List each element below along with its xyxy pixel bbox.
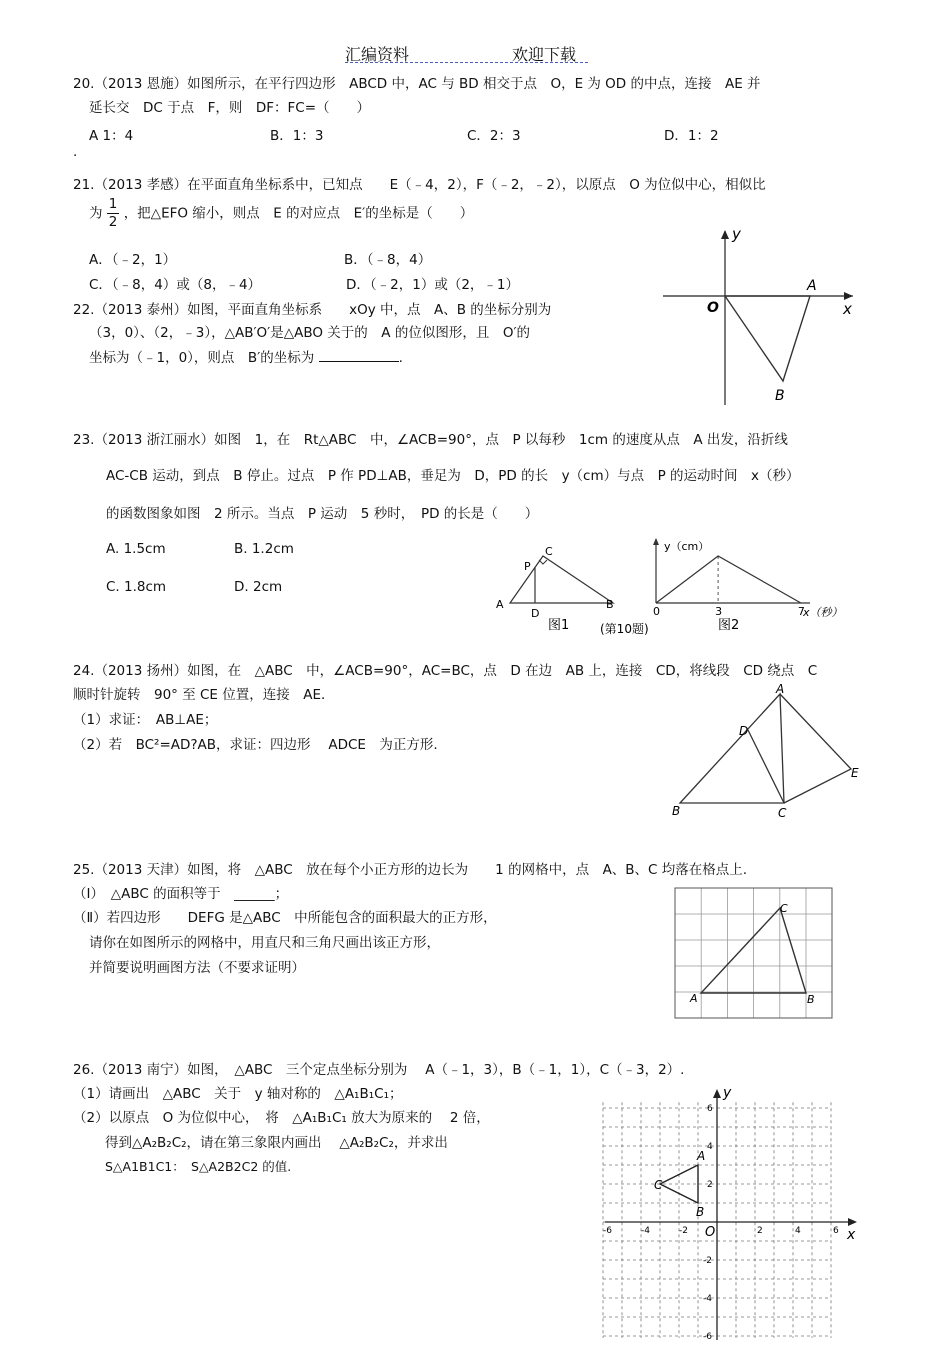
q24-line3: （1）求证： AB⊥AE； (73, 712, 218, 728)
q26-coordinate-figure (597, 1085, 862, 1343)
q23-chart-y-arrow-icon (653, 538, 659, 545)
q26-ytick-m4: -4 (703, 1294, 712, 1304)
q23-line3: 的函数图象如图 2 所示。当点 P 运动 5 秒时， PD 的长是（ ） (106, 506, 539, 522)
q21-option-c: C．（﹣8，4）或（8，﹣4） (89, 277, 262, 293)
q22-figure (655, 225, 865, 410)
q20-option-c: C．2：3 (467, 128, 521, 144)
q24-line4: （2）若 BC²=AD?AB，求证：四边形 ADCE 为正方形. (73, 737, 438, 753)
q25-line1: 25.（2013 天津）如图，将 △ABC 放在每个小正方形的边长为 1 的网格中，点 A、B、C 均落在格点上. (73, 862, 748, 878)
q23-fig2-caption: 图2 (718, 618, 740, 633)
q25-label-c: C (780, 902, 788, 915)
q26-line2: （1）请画出 △ABC 关于 y 轴对称的 △A₁B₁C₁； (73, 1086, 403, 1102)
q23-chart-series-line (656, 556, 801, 603)
q25-line3: （Ⅱ）若四边形 DEFG 是△ABC 中所能包含的面积最大的正方形， (73, 910, 497, 926)
q23-chart-tick-0: 0 (653, 605, 660, 618)
q24-label-d: D (739, 724, 749, 738)
q24-label-c: C (778, 806, 787, 820)
q21-option-d: D．（﹣2，1）或（2，﹣1） (346, 277, 520, 293)
q22-point-b: B (775, 388, 785, 404)
q26-line3: （2）以原点 O 为位似中心， 将 △A₁B₁C₁ 放大为原来的 2 倍， (73, 1110, 490, 1126)
q26-xtick-2: 2 (757, 1226, 763, 1236)
q26-y-arrow-icon (713, 1089, 721, 1098)
q23-figure1 (490, 540, 649, 640)
q20-dot: . (73, 144, 78, 160)
q25-line4: 请你在如图所示的网格中，用直尺和三角尺画出该正方形， (89, 935, 440, 951)
q22-x-label: x (843, 300, 852, 318)
q21-frac-num: 1 (108, 196, 118, 212)
q23-option-d: D. 2cm (234, 579, 283, 595)
q20-option-a: A 1：4 (89, 128, 134, 144)
q23-chart-xlabel: x（秒） (803, 606, 843, 619)
q22-y-label: y (732, 225, 741, 243)
q20-line1: 20.（2013 恩施）如图所示，在平行四边形 ABCD 中，AC 与 BD 相交于点 O，E 为 OD 的中点，连接 AE 并 (73, 76, 761, 92)
q23-right-angle-mark (539, 560, 547, 564)
q23-chart-tick-7: 7 (797, 605, 805, 618)
q25-line2: （Ⅰ） △ABC 的面积等于 ______； (73, 886, 289, 902)
q24-segments-ae-ce (780, 694, 851, 803)
q23-figure2-chart (640, 535, 860, 645)
q26-line1: 26.（2013 南宁）如图， △ABC 三个定点坐标分别为 A（﹣1，3），B（﹣1，1），C（﹣3，2）. (73, 1062, 685, 1078)
q24-segment-cd (748, 730, 784, 803)
q23-figure-caption: (第10题) (600, 622, 649, 636)
q22-origin-label: O (707, 300, 719, 316)
q26-xtick-6: 6 (833, 1226, 839, 1236)
q26-ytick-m2: -2 (703, 1256, 712, 1266)
q23-line2: AC-CB 运动，到点 B 停止。过点 P 作 PD⊥AB，垂足为 D，PD 的长 y（cm）与点 P 的运动时间 x（秒） (106, 468, 800, 484)
q26-xtick-m2: -2 (679, 1226, 688, 1236)
q26-y-label: y (723, 1085, 732, 1101)
q23-option-b: B. 1.2cm (234, 541, 294, 557)
q21-ratio-fraction (107, 196, 120, 231)
q26-point-b: B (696, 1205, 705, 1219)
q22-line2: （3，0）、（2，﹣3），△AB′O′是△ABO 关于的 A 的位似图形，且 O′的 (89, 325, 531, 341)
q21-line1: 21.（2013 孝感）在平面直角坐标系中，已知点 E（﹣4，2），F（﹣2，﹣2），以原点 O 为位似中心，相似比 (73, 177, 766, 193)
q23-label-a: A (496, 598, 504, 611)
q26-ytick-6: 6 (707, 1104, 713, 1114)
q21-frac-den: 2 (108, 214, 118, 230)
q24-triangle-abc (680, 694, 784, 803)
q26-line5: S△A1B1C1： S△A2B2C2 的值. (105, 1159, 292, 1174)
q23-option-c: C. 1.8cm (106, 579, 167, 595)
q26-point-a: A (697, 1149, 706, 1163)
q26-xtick-m4: -4 (641, 1226, 650, 1236)
q26-point-c: C (654, 1178, 663, 1192)
q24-label-e: E (851, 766, 859, 780)
q24-line2: 顺时针旋转 90° 至 CE 位置，连接 AE． (73, 687, 335, 703)
q22-point-a: A (807, 278, 817, 294)
q25-label-a: A (690, 992, 698, 1005)
q21-option-a: A．（﹣2，1） (89, 252, 177, 268)
q24-line1: 24.（2013 扬州）如图，在 △ABC 中，∠ACB=90°，AC=BC，点 D 在边 AB 上，连接 CD，将线段 CD 绕点 C (73, 663, 818, 679)
q22-x-arrow-icon (844, 292, 853, 300)
header-right: 欢迎下载 (512, 45, 577, 64)
header-divider (345, 62, 588, 63)
q23-label-b: B (606, 598, 614, 611)
q23-label-p: P (524, 560, 531, 573)
q20-option-d: D．1：2 (664, 128, 719, 144)
q25-label-b: B (807, 993, 815, 1006)
header-left: 汇编资料 (345, 45, 410, 64)
q26-line4: 得到△A₂B₂C₂，请在第三象限内画出 △A₂B₂C₂，并求出 (105, 1135, 448, 1151)
q26-ytick-m6: -6 (703, 1332, 712, 1342)
q23-label-c: C (545, 545, 553, 558)
q21-line2-post: ，把△EFO 缩小，则点 E 的对应点 E′的坐标是（ ） (123, 205, 474, 222)
q22-line3 (89, 346, 403, 366)
q20-option-b: B．1：3 (270, 128, 324, 144)
q23-chart-ylabel: y（cm） (664, 540, 710, 553)
q24-label-a: A (776, 682, 785, 696)
q22-triangle-abo (725, 296, 810, 381)
q26-origin-label: O (705, 1225, 716, 1240)
q25-line5: 并简要说明画图方法（不要求证明） (89, 960, 305, 976)
q26-x-label: x (847, 1227, 856, 1243)
q21-line2-pre: 为 (89, 205, 103, 222)
q22-answer-blank (319, 349, 399, 362)
q26-ytick-2: 2 (707, 1180, 713, 1190)
q26-xtick-4: 4 (795, 1226, 801, 1236)
q23-line1: 23.（2013 浙江丽水）如图 1，在 Rt△ABC 中，∠ACB=90°，点 P 以每秒 1cm 的速度从点 A 出发，沿折线 (73, 432, 788, 448)
q23-fig1-caption: 图1 (548, 618, 570, 633)
q24-figure (668, 682, 868, 825)
q23-label-d: D (531, 607, 540, 620)
q22-line3-post: . (398, 350, 403, 366)
q25-grid-figure (672, 885, 837, 1020)
q22-line1: 22.（2013 泰州）如图，平面直角坐标系 xOy 中，点 A、B 的坐标分别为 (73, 302, 552, 318)
q22-line3-pre: 坐标为（﹣1，0），则点 B′的坐标为 (89, 350, 315, 366)
q22-y-arrow-icon (721, 230, 729, 239)
q26-xtick-m6: -6 (603, 1226, 612, 1236)
q23-option-a: A. 1.5cm (106, 541, 166, 557)
q26-x-arrow-icon (848, 1218, 857, 1226)
q21-option-b: B．（﹣8，4） (344, 252, 432, 268)
q26-ytick-4: 4 (707, 1142, 713, 1152)
q23-chart-tick-3: 3 (715, 605, 723, 618)
q20-line2: 延长交 DC 于点 F，则 DF：FC=（ ） (89, 100, 371, 116)
q24-label-b: B (672, 804, 681, 818)
q21-line2 (89, 196, 473, 231)
